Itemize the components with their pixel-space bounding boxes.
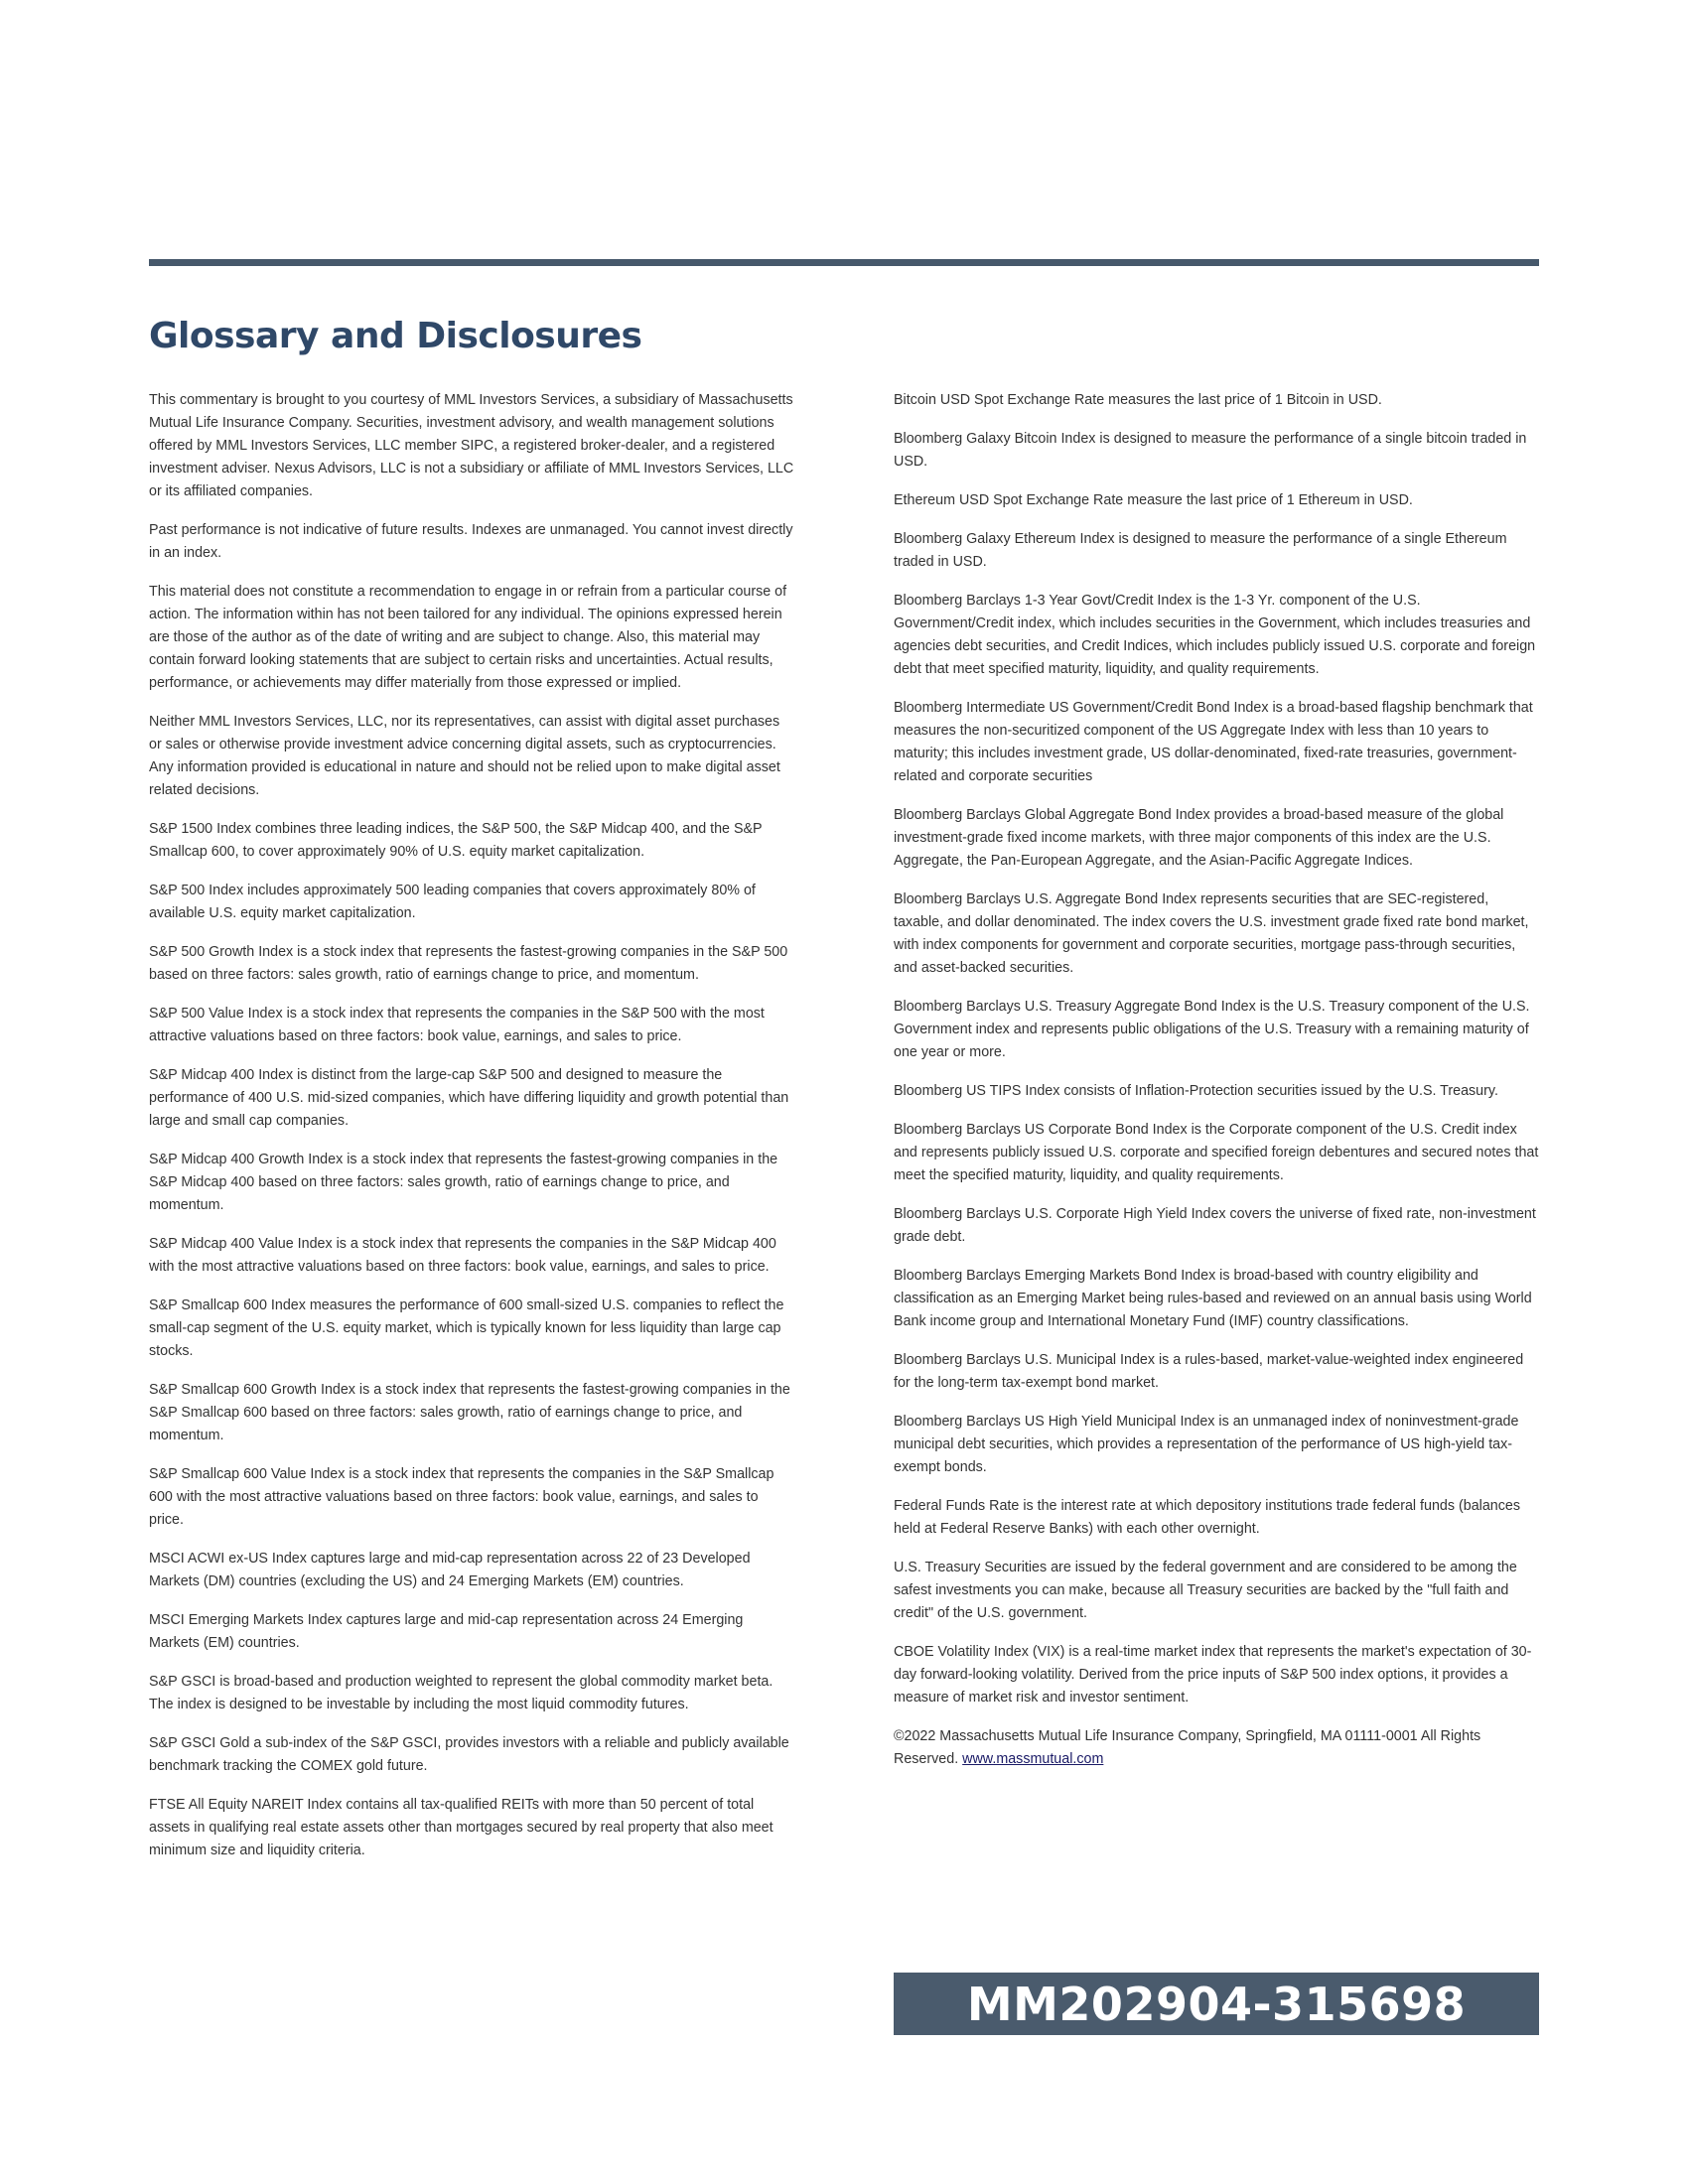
paragraph: CBOE Volatility Index (VIX) is a real-time market index that represents the market's expectation of 30-day forward-looking volatility. Derived from the price inputs of S&P 500 index options, it provides a measure of market risk and investor sentiment. xyxy=(894,1644,1532,1706)
paragraph: Bloomberg Barclays US High Yield Municipal Index is an unmanaged index of noninvestment-grade municipal debt securities, which provides a representation of the performance of US high-yield tax-exempt bonds. xyxy=(894,1414,1519,1475)
paragraph: S&P 1500 Index combines three leading indices, the S&P 500, the S&P Midcap 400, and the S&P Smallcap 600, to cover approximately 90% of U.S. equity market capitalization. xyxy=(149,821,763,860)
paragraph: S&P Smallcap 600 Index measures the performance of 600 small-sized U.S. companies to reflect the small-cap segment of the U.S. equity market, which is typically known for less liquidity than large cap stocks. xyxy=(149,1297,784,1359)
paragraph: S&P Smallcap 600 Growth Index is a stock index that represents the fastest-growing companies in the S&P Smallcap 600 based on three factors: sales growth, ratio of earnings change to price, and momentum. xyxy=(149,1382,790,1443)
paragraph: Bloomberg Barclays Emerging Markets Bond Index is broad-based with country eligibility and classification as an Emerging Market being rules-based and reviewed on an annual basis using World Bank income group and International Monetary Fund (IMF) country classifications. xyxy=(894,1268,1532,1329)
paragraph: Bloomberg Galaxy Ethereum Index is designed to measure the performance of a single Ethereum traded in USD. xyxy=(894,531,1507,570)
paragraph: Federal Funds Rate is the interest rate at which depository institutions trade federal funds (balances held at Federal Reserve Banks) with each other overnight. xyxy=(894,1498,1520,1537)
paragraph: Bloomberg Barclays U.S. Aggregate Bond Index represents securities that are SEC-registered, taxable, and dollar denominated. The index covers the U.S. investment grade fixed rate bond market, with index components for government and corporate securities, mortgage pass-through securities, and asset-backed securities. xyxy=(894,891,1529,976)
paragraph: S&P Midcap 400 Index is distinct from the large-cap S&P 500 and designed to measure the performance of 400 U.S. mid-sized companies, which have differing liquidity and growth potential than large and small cap companies. xyxy=(149,1067,789,1129)
paragraph: S&P 500 Index includes approximately 500 leading companies that covers approximately 80% of available U.S. equity market capitalization. xyxy=(149,883,756,921)
paragraph: FTSE All Equity NAREIT Index contains all tax-qualified REITs with more than 50 percent of total assets in qualifying real estate assets other than mortgages secured by real property that also meet minimum size and liquidity criteria. xyxy=(149,1797,774,1858)
paragraph: Bloomberg Intermediate US Government/Credit Bond Index is a broad-based flagship benchmark that measures the non-securitized component of the US Aggregate Index with less than 10 years to maturity; this includes investment grade, US dollar-denominated, fixed-rate treasuries, government-related and corporate securities xyxy=(894,700,1533,784)
paragraph: U.S. Treasury Securities are issued by the federal government and are considered to be among the safest investments you can make, because all Treasury securities are backed by the "full faith and credit" of the U.S. government. xyxy=(894,1560,1517,1621)
paragraph: MSCI Emerging Markets Index captures large and mid-cap representation across 24 Emerging Markets (EM) countries. xyxy=(149,1612,744,1651)
paragraph: Bloomberg Barclays U.S. Corporate High Yield Index covers the universe of fixed rate, non-investment grade debt. xyxy=(894,1206,1536,1245)
copyright-text: ©2022 Massachusetts Mutual Life Insurance Company, Springfield, MA 01111-0001 All Rights Reserved. xyxy=(894,1728,1481,1767)
paragraph: S&P 500 Value Index is a stock index that represents the companies in the S&P 500 with the most attractive valuations based on three factors: book value, earnings, and sales to price. xyxy=(149,1006,765,1044)
paragraph: S&P Midcap 400 Value Index is a stock index that represents the companies in the S&P Midcap 400 with the most attractive valuations based on three factors: book value, earnings, and sales to price. xyxy=(149,1236,776,1275)
paragraph: Bitcoin USD Spot Exchange Rate measures the last price of 1 Bitcoin in USD. xyxy=(894,392,1382,408)
left-column xyxy=(149,389,794,1878)
paragraph: Bloomberg Barclays US Corporate Bond Index is the Corporate component of the U.S. Credit index and represents publicly issued U.S. corporate and specified foreign debentures and secured notes that meet the specified maturity, liquidity, and quality requirements. xyxy=(894,1122,1539,1183)
right-column xyxy=(894,389,1539,1787)
document-code: MM202904-315698 xyxy=(966,1977,1467,2031)
paragraph: Past performance is not indicative of future results. Indexes are unmanaged. You cannot invest directly in an index. xyxy=(149,522,793,561)
paragraph: This material does not constitute a recommendation to engage in or refrain from a particular course of action. The information within has not been tailored for any individual. The opinions expressed herein are those of the author as of the date of writing and are subject to change. Also, this material may contain forward looking statements that are subject to certain risks and uncertainties. Actual results, performance, or achievements may differ materially from those expressed or implied. xyxy=(149,584,787,691)
paragraph: MSCI ACWI ex-US Index captures large and mid-cap representation across 22 of 23 Developed Markets (DM) countries (excluding the US) and 24 Emerging Markets (EM) countries. xyxy=(149,1551,751,1589)
paragraph: S&P Midcap 400 Growth Index is a stock index that represents the fastest-growing companies in the S&P Midcap 400 based on three factors: sales growth, ratio of earnings change to price, and momentum. xyxy=(149,1152,778,1213)
paragraph: S&P GSCI Gold a sub-index of the S&P GSCI, provides investors with a reliable and publicly available benchmark tracking the COMEX gold future. xyxy=(149,1735,789,1774)
paragraph: Bloomberg US TIPS Index consists of Inflation-Protection securities issued by the U.S. Treasury. xyxy=(894,1083,1498,1099)
paragraph: Ethereum USD Spot Exchange Rate measure the last price of 1 Ethereum in USD. xyxy=(894,492,1413,508)
paragraph: S&P 500 Growth Index is a stock index that represents the fastest-growing companies in the S&P 500 based on three factors: sales growth, ratio of earnings change to price, and momentum. xyxy=(149,944,788,983)
paragraph: Bloomberg Barclays Global Aggregate Bond Index provides a broad-based measure of the global investment-grade fixed income markets, with three major components of this index are the U.S. Aggregate, the Pan-European Aggregate, and the Asian-Pacific Aggregate Indices. xyxy=(894,807,1504,869)
massmutual-link[interactable]: www.massmutual.com xyxy=(962,1751,1104,1767)
paragraph: This commentary is brought to you courtesy of MML Investors Services, a subsidiary of Massachusetts Mutual Life Insurance Company. Securities, investment advisory, and wealth management solutions offered by MML Investors Services, LLC member SIPC, a registered broker-dealer, and a registered investment adviser. Nexus Advisors, LLC is not a subsidiary or affiliate of MML Investors Services, LLC or its affiliated companies. xyxy=(149,392,794,499)
page-title: Glossary and Disclosures xyxy=(149,316,642,356)
paragraph: S&P Smallcap 600 Value Index is a stock index that represents the companies in the S&P Smallcap 600 with the most attractive valuations based on three factors: book value, earnings, and sales to price. xyxy=(149,1466,774,1528)
header-rule xyxy=(149,259,1539,266)
paragraph: Bloomberg Barclays 1-3 Year Govt/Credit Index is the 1-3 Yr. component of the U.S. Government/Credit index, which includes securities in the Government, which includes treasuries and agencies debt securities, and Credit Indices, which includes publicly issued U.S. corporate and foreign debt that meet specified maturity, liquidity, and quality requirements. xyxy=(894,593,1536,677)
paragraph: Bloomberg Barclays U.S. Treasury Aggregate Bond Index is the U.S. Treasury component of the U.S. Government index and represents public obligations of the U.S. Treasury with a remaining maturity of one year or more. xyxy=(894,999,1530,1060)
copyright-notice xyxy=(894,1725,1539,1771)
paragraph: S&P GSCI is broad-based and production weighted to represent the global commodity market beta. The index is designed to be investable by including the most liquid commodity futures. xyxy=(149,1674,774,1712)
paragraph: Bloomberg Barclays U.S. Municipal Index is a rules-based, market-value-weighted index engineered for the long-term tax-exempt bond market. xyxy=(894,1352,1524,1391)
document-code-box xyxy=(894,1973,1539,2035)
paragraph: Neither MML Investors Services, LLC, nor its representatives, can assist with digital asset purchases or sales or otherwise provide investment advice concerning digital assets, such as cryptocurrencies. Any information provided is educational in nature and should not be relied upon to make digital asset related decisions. xyxy=(149,714,780,798)
paragraph: Bloomberg Galaxy Bitcoin Index is designed to measure the performance of a single bitcoin traded in USD. xyxy=(894,431,1527,470)
